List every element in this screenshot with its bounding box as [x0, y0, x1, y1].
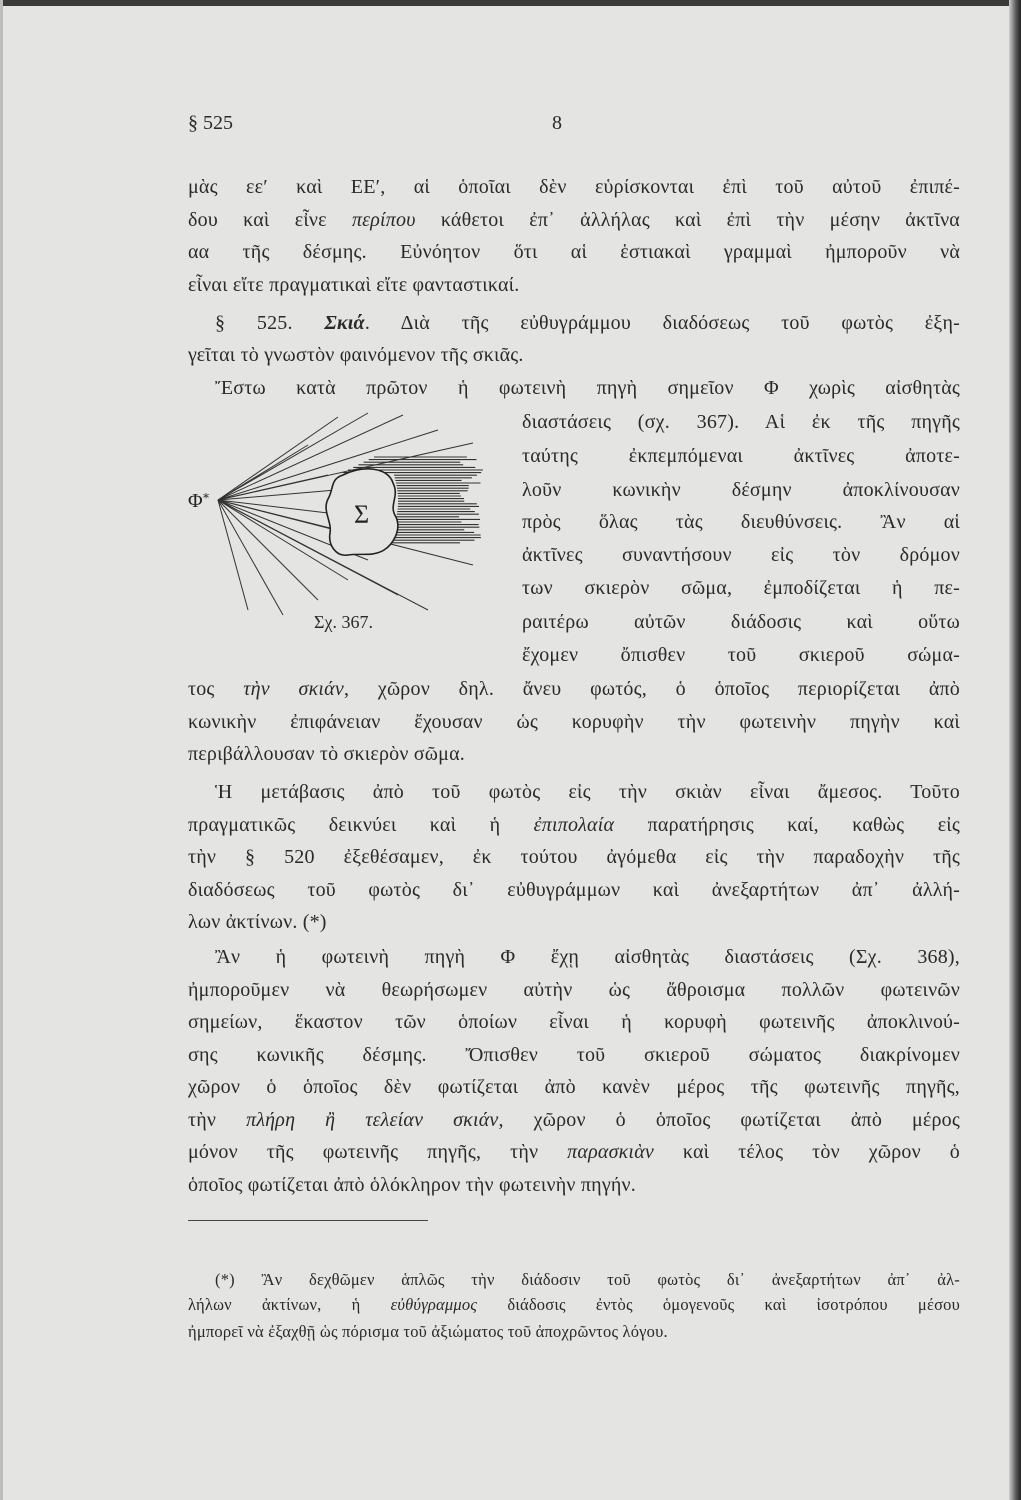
text-segment: Ἡ μετάβασις ἀπὸ τοῦ φωτὸς εἰς τὴν σκιὰν εἶναι ἄμεσος. Τοῦτο — [215, 781, 960, 803]
text-line — [188, 172, 960, 202]
source-label: Φ — [188, 490, 203, 512]
text-segment: Ἔστω κατὰ πρῶτον ἡ φωτεινὴ πηγὴ σημεῖον Φ χωρὶς αἰσθητὰς — [215, 377, 960, 399]
text-segment: § 525. — [215, 312, 325, 334]
text-line — [522, 540, 960, 570]
text-line — [215, 942, 960, 972]
light-ray — [218, 500, 318, 600]
text-line — [188, 975, 960, 1005]
text-line — [188, 1072, 960, 1102]
text-line — [188, 739, 960, 769]
text-segment: παρατήρησις καί, καθὼς εἰς — [614, 814, 960, 836]
emphasis-text: παρασκιὰν — [567, 1141, 654, 1163]
text-segment: (*) Ἂν δεχθῶμεν ἁπλῶς τὴν διάδοσιν τοῦ φωτὸς δι᾽ ἀνεξαρτήτων ἀπ᾽ ἀλ- — [215, 1270, 960, 1289]
light-ray — [218, 445, 308, 500]
text-line — [522, 607, 960, 637]
text-segment: λήλων ἀκτίνων, ἡ — [188, 1295, 391, 1314]
text-line — [522, 640, 960, 670]
text-line — [188, 1007, 960, 1037]
emphasis-text: περίπου — [351, 209, 416, 231]
text-segment: ραιτέρω αὐτῶν διάδοσις καὶ οὕτω — [522, 611, 960, 633]
text-segment: των σκιερὸν σῶμα, ἐμποδίζεται ἡ πε- — [522, 577, 960, 599]
text-segment: . Διὰ τῆς εὐθυγράμμου διαδόσεως τοῦ φωτὸς ἐξη- — [364, 312, 960, 334]
source-point-icon: * — [203, 491, 209, 505]
figure-367-shadow-diagram — [188, 405, 498, 620]
text-line — [188, 1105, 960, 1135]
text-segment: πραγματικῶς δεικνύει καὶ ἡ — [188, 814, 534, 836]
text-line — [188, 707, 960, 737]
text-segment: Ἂν ἡ φωτεινὴ πηγὴ Φ ἔχῃ αἰσθητὰς διαστάσεις (Σχ. 368), — [215, 946, 960, 968]
text-segment: ὁποῖος φωτίζεται ἀπὸ ὁλόκληρον τὴν φωτεινὴν πηγήν. — [188, 1174, 636, 1196]
text-line — [188, 907, 960, 937]
text-line — [188, 205, 960, 235]
text-line — [188, 1170, 960, 1200]
text-line — [188, 1040, 960, 1070]
text-segment: , χῶρον δηλ. ἄνευ φωτός, ὁ ὁποῖος περιορίζεται ἀπὸ — [343, 678, 960, 700]
text-line — [188, 810, 960, 840]
text-line — [188, 875, 960, 905]
scan-edge-right — [1009, 0, 1021, 1500]
text-segment: καὶ τέλος τὸν χῶρον ὁ — [653, 1141, 960, 1163]
text-segment: πρὸς ὅλας τὰς διευθύνσεις. Ἂν αἱ — [522, 511, 960, 533]
text-line — [522, 573, 960, 603]
text-segment: ταύτης ἐκπεμπόμεναι ἀκτῖνες ἀποτε- — [522, 445, 960, 467]
text-segment: λων ἀκτίνων. (*) — [188, 911, 327, 933]
text-segment: διαδόσεως τοῦ φωτὸς δι᾽ εὐθυγράμμων καὶ ἀνεξαρτήτων ἀπ᾽ ἀλλή- — [188, 879, 960, 901]
light-ray — [218, 475, 328, 500]
text-segment: ἔχομεν ὄπισθεν τοῦ σκιεροῦ σώμα- — [522, 644, 960, 666]
body-label: Σ — [354, 500, 370, 529]
text-segment: τὴν — [188, 1109, 247, 1131]
text-segment: ἠμποροῦμεν νὰ θεωρήσωμεν αὐτὴν ὡς ἄθροισμα πολλῶν φωτεινῶν — [188, 979, 960, 1001]
text-segment: τος — [188, 678, 244, 700]
emphasis-text: ἐπιπολαία — [533, 814, 615, 836]
text-line — [188, 842, 960, 872]
text-segment: χῶρον ὁ ὁποῖος δὲν φωτίζεται ἀπὸ κανὲν μέρος τῆς φωτεινῆς πηγῆς, — [188, 1076, 960, 1098]
text-line — [522, 407, 960, 437]
text-segment: αα τῆς δέσμης. Εὐνόητον ὅτι αἱ ἑστιακαὶ γραμμαὶ ἠμποροῦν νὰ — [188, 241, 960, 263]
scan-edge-left — [0, 0, 3, 1500]
text-line — [215, 308, 960, 338]
text-segment: ἠμπορεῖ νὰ ἐξαχθῇ ὡς πόρισμα τοῦ ἀξιώματος τοῦ ἀποχρῶντος λόγου. — [188, 1322, 668, 1341]
text-line — [215, 373, 960, 403]
scan-edge-top — [0, 0, 1021, 6]
text-segment: δου καὶ εἶνε — [188, 209, 352, 231]
text-line — [522, 441, 960, 471]
text-segment: διάδοσις ἐντὸς ὁμογενοῦς καὶ ἰσοτρόπου μέσου — [477, 1295, 960, 1314]
text-segment: λοῦν κωνικὴν δέσμην ἀποκλίνουσαν — [522, 479, 960, 501]
text-segment: , χῶρον ὁ ὁποῖος φωτίζεται ἀπὸ μέρος — [498, 1109, 960, 1131]
text-line — [188, 1293, 960, 1317]
section-title: Σκιά — [324, 312, 365, 334]
figure-caption: Σχ. 367. — [314, 612, 373, 632]
text-line — [522, 475, 960, 505]
text-segment: εἶναι εἴτε πραγματικαὶ εἴτε φανταστικαί. — [188, 274, 520, 296]
text-line — [188, 1137, 960, 1167]
text-line — [188, 270, 960, 300]
emphasis-text: τὴν σκιάν — [243, 678, 344, 700]
text-line — [188, 1320, 960, 1344]
text-line — [522, 507, 960, 537]
text-segment: ἀκτῖνες συναντήσουν εἰς τὸν δρόμον — [522, 544, 960, 566]
text-line — [188, 340, 960, 370]
text-segment: γεῖται τὸ γνωστὸν φαινόμενον τῆς σκιᾶς. — [188, 344, 524, 366]
text-segment: μὰς εε′ καὶ ΕΕ′, αἱ ὁποῖαι δὲν εὑρίσκονται ἐπὶ τοῦ αὐτοῦ ἐπιπέ- — [188, 176, 960, 198]
text-segment: κωνικὴν ἐπιφάνειαν ἔχουσαν ὡς κορυφὴν τὴν φωτεινὴν πηγὴν καὶ — [188, 711, 960, 733]
text-segment: σης κωνικῆς δέσμης. Ὄπισθεν τοῦ σκιεροῦ σώματος διακρίνομεν — [188, 1044, 960, 1066]
text-line — [188, 237, 960, 267]
text-segment: κάθετοι ἐπ᾽ ἀλλήλας καὶ ἐπὶ τὴν μέσην ἀκτῖνα — [415, 209, 960, 231]
text-segment: σημείων, ἕκαστον τῶν ὁποίων εἶναι ἡ κορυφὴ φωτεινῆς ἀποκλινού- — [188, 1011, 960, 1033]
text-line — [215, 777, 960, 807]
emphasis-text: πλήρη ἢ τελείαν σκιάν — [246, 1109, 499, 1131]
emphasis-text: εὐθύγραμμος — [390, 1295, 478, 1314]
text-line — [188, 674, 960, 704]
running-header-section: § 525 — [188, 112, 233, 134]
page-number: 8 — [552, 112, 562, 134]
footnote-rule — [188, 1220, 428, 1221]
light-ray — [218, 417, 338, 500]
text-line — [215, 1268, 960, 1292]
text-segment: περιβάλλουσαν τὸ σκιερὸν σῶμα. — [188, 743, 465, 765]
text-segment: μόνον τῆς φωτεινῆς πηγῆς, τὴν — [188, 1141, 568, 1163]
text-segment: διαστάσεις (σχ. 367). Αἱ ἐκ τῆς πηγῆς — [522, 411, 960, 433]
text-segment: τὴν § 520 ἐξεθέσαμεν, ἐκ τούτου ἀγόμεθα εἰς τὴν παραδοχὴν τῆς — [188, 846, 960, 868]
light-ray — [218, 500, 248, 610]
